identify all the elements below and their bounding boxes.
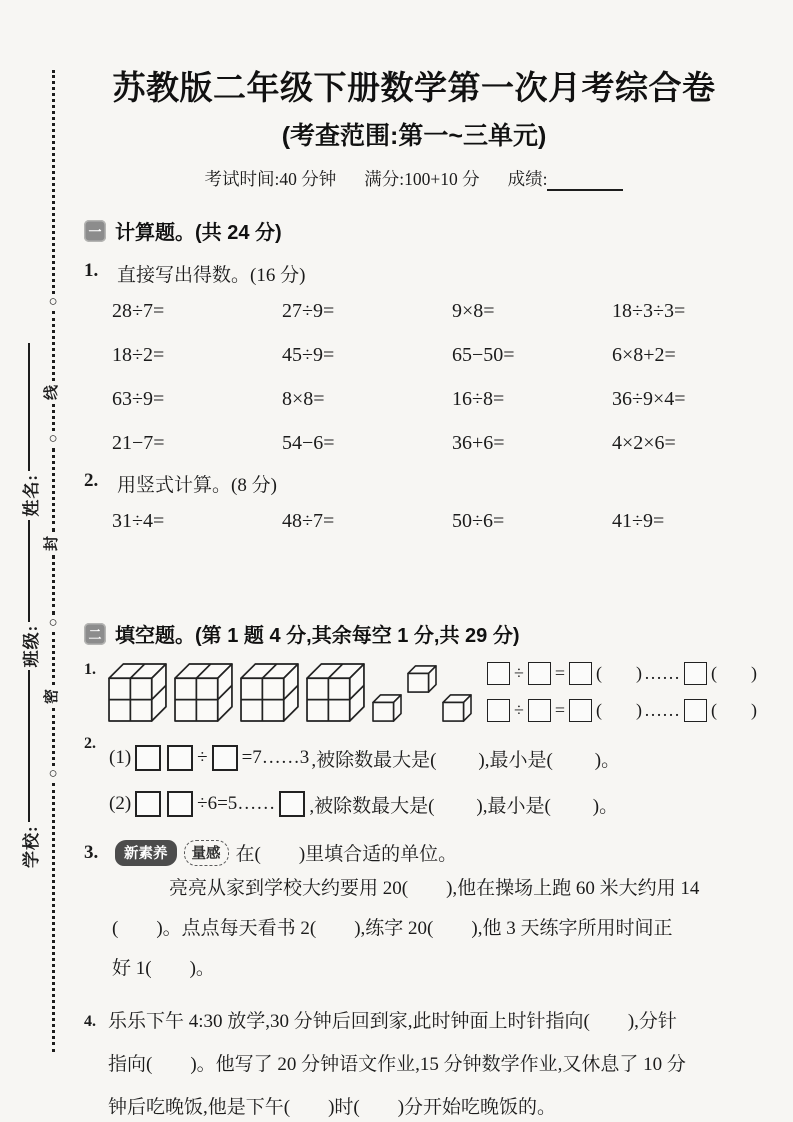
- question-2-3-header: [84, 839, 744, 866]
- answer-box: [167, 745, 193, 771]
- answer-box: [212, 745, 238, 771]
- seal-circle-icon: ○: [48, 765, 58, 782]
- calc-workspace: [84, 533, 744, 619]
- blank-equation-line: [108, 781, 621, 827]
- small-cube-icon: [442, 694, 472, 722]
- exam-info-line: [84, 166, 744, 191]
- seal-circle-icon: ○: [48, 430, 58, 447]
- big-cube-icon: [108, 661, 169, 722]
- big-cube-icon: [240, 661, 301, 722]
- equation: 36÷9×4=: [612, 388, 686, 410]
- school-blank-line: [28, 670, 30, 822]
- text-line: 指向( )。他写了 20 分钟语文作业,15 分钟数学作业,又休息了 10 分: [108, 1054, 686, 1075]
- equation: 65−50=: [452, 344, 515, 366]
- token-text: )。: [592, 795, 619, 817]
- seal-dots: [52, 632, 55, 685]
- name-label: 姓名:: [21, 473, 41, 517]
- name-blank-line: [28, 343, 30, 471]
- question-number: 2.: [84, 735, 96, 752]
- token-text: =7……3: [241, 747, 310, 768]
- seal-circle-icon: ○: [48, 614, 58, 631]
- answer-box: [684, 662, 707, 685]
- exam-time: 考试时间:40 分钟: [204, 169, 337, 189]
- text-line: 好 1( )。: [112, 958, 215, 979]
- equation: 48÷7=: [282, 510, 335, 532]
- equation: 27÷9=: [282, 300, 335, 322]
- equation: 8×8=: [282, 388, 325, 410]
- equation: 50÷6=: [452, 510, 505, 532]
- question-title: 直接写出得数。(16 分): [117, 265, 306, 286]
- answer-box: [279, 791, 305, 817]
- answer-box: [167, 791, 193, 817]
- token-text: (: [596, 699, 603, 720]
- section-2-badge-icon: 二: [84, 623, 106, 645]
- question-2-3-text: [84, 869, 744, 989]
- section-1-header: [84, 216, 744, 245]
- exam-scope: (考查范围:第一~三单元): [281, 122, 547, 150]
- question-title: 用竖式计算。(8 分): [117, 475, 277, 496]
- token-text: ÷: [514, 662, 524, 683]
- answer-box: [487, 662, 510, 685]
- token-text: (: [596, 662, 603, 683]
- equation: 6×8+2=: [612, 344, 676, 366]
- student-info-column: [13, 200, 45, 868]
- token-text: ……: [644, 662, 681, 683]
- seal-dots: [52, 708, 55, 766]
- cube-equation-row: [484, 662, 758, 685]
- token-text: ): [636, 662, 643, 683]
- token-text: (: [711, 699, 718, 720]
- page-title: 苏教版二年级下册数学第一次月考综合卷: [112, 69, 716, 106]
- seal-dots: [52, 555, 55, 615]
- big-cube-icon: [174, 661, 235, 722]
- seal-dots: [52, 404, 55, 431]
- section-2-header: [84, 619, 744, 648]
- question-2-1: [84, 661, 758, 722]
- equation: 18÷2=: [112, 344, 165, 366]
- equation: 36+6=: [452, 432, 505, 454]
- text-line: 乐乐下午 4:30 放学,30 分钟后回到家,此时钟面上时针指向( ),分针: [108, 1011, 677, 1032]
- token-text: (2): [109, 793, 132, 814]
- token-text: ÷: [197, 747, 208, 768]
- question-2-4: [84, 1000, 744, 1122]
- big-cube-icon: [306, 661, 367, 722]
- section-1-badge-icon: 一: [84, 220, 106, 242]
- equation: 41÷9=: [612, 510, 665, 532]
- seal-line: [44, 70, 62, 1052]
- token-text: ): [636, 699, 643, 720]
- cubes-illustration: [108, 661, 472, 722]
- question-1-2-header: [84, 470, 744, 497]
- answer-box: [135, 791, 161, 817]
- token-text: (1): [109, 747, 132, 768]
- question-number: 1.: [84, 661, 96, 678]
- equation: 54−6=: [282, 432, 335, 454]
- token-text: =: [554, 662, 566, 683]
- equation: 28÷7=: [112, 300, 165, 322]
- question-2-4-text: [108, 1000, 686, 1122]
- equation: 9×8=: [452, 300, 495, 322]
- answer-box: [684, 699, 707, 722]
- equation: 63÷9=: [112, 388, 165, 410]
- score-blank-line: [547, 174, 623, 192]
- seal-dots: [52, 311, 55, 381]
- seal-dots: [52, 448, 55, 532]
- school-label: 学校:: [21, 825, 41, 868]
- token-text: )。: [594, 749, 621, 771]
- token-text: =: [554, 699, 566, 720]
- text-line: 亮亮从家到学校大约要用 20( ),他在操场上跑 60 米大约用 14: [169, 878, 700, 899]
- class-label: 班级:: [21, 624, 41, 668]
- section-1-title: 计算题。(共 24 分): [115, 222, 282, 244]
- equation: 31÷4=: [112, 510, 165, 532]
- question-2-2: [84, 735, 744, 827]
- text-line: 钟后吃晚饭,他是下午( )时( )分开始吃晚饭的。: [108, 1097, 557, 1118]
- text-line: ( )。点点每天看书 2( ),练字 20( ),他 3 天练字所用时间正: [112, 918, 673, 939]
- question-number: 1.: [84, 260, 99, 281]
- score-label: 成绩:: [507, 169, 548, 189]
- token-text: ),最小是(: [476, 795, 551, 817]
- equation: 18÷3÷3=: [612, 300, 686, 322]
- answer-box: [528, 699, 551, 722]
- question-number: 4.: [84, 1013, 96, 1030]
- seal-char-mi: 密: [44, 689, 61, 705]
- new-literacy-badge: 新素养: [115, 840, 177, 866]
- answer-box: [135, 745, 161, 771]
- equation: 45÷9=: [282, 344, 335, 366]
- small-cube-icon: [372, 694, 402, 722]
- token-text: ,被除数最大是(: [311, 749, 437, 771]
- question-number: 2.: [84, 470, 99, 491]
- token-text: ),最小是(: [478, 749, 553, 771]
- full-score: 满分:100+10 分: [364, 169, 480, 189]
- seal-char-xian: 线: [44, 384, 61, 401]
- question-1-1-header: [84, 260, 744, 287]
- question-title: 在( )里填合适的单位。: [235, 844, 458, 865]
- quantity-sense-badge: 量感: [184, 840, 229, 866]
- equation: 16÷8=: [452, 388, 505, 410]
- oral-calc-grid: [84, 300, 744, 455]
- answer-box: [528, 662, 551, 685]
- cube-equation-row: [484, 699, 758, 722]
- token-text: ): [751, 699, 758, 720]
- class-blank-line: [28, 520, 30, 622]
- token-text: ): [751, 662, 758, 683]
- small-cube-icon: [407, 665, 437, 693]
- equation: 21−7=: [112, 432, 165, 454]
- token-text: ÷: [514, 699, 524, 720]
- token-text: ÷6=5……: [197, 793, 276, 814]
- exam-content: [84, 0, 758, 1122]
- answer-box: [569, 699, 592, 722]
- answer-box: [569, 662, 592, 685]
- answer-box: [487, 699, 510, 722]
- seal-dots: [52, 70, 55, 294]
- equation: 4×2×6=: [612, 432, 676, 454]
- token-text: ,被除数最大是(: [309, 795, 435, 817]
- vertical-calc-grid: [84, 510, 744, 533]
- seal-dots: [52, 783, 55, 1052]
- section-2-title: 填空题。(第 1 题 4 分,其余每空 1 分,共 29 分): [115, 625, 520, 647]
- seal-char-feng: 封: [44, 536, 61, 552]
- token-text: (: [711, 662, 718, 683]
- seal-circle-icon: ○: [48, 294, 58, 311]
- cube-equations: [484, 661, 758, 722]
- token-text: ……: [644, 699, 681, 720]
- question-number: 3.: [84, 841, 99, 863]
- blank-equation-line: [108, 735, 621, 781]
